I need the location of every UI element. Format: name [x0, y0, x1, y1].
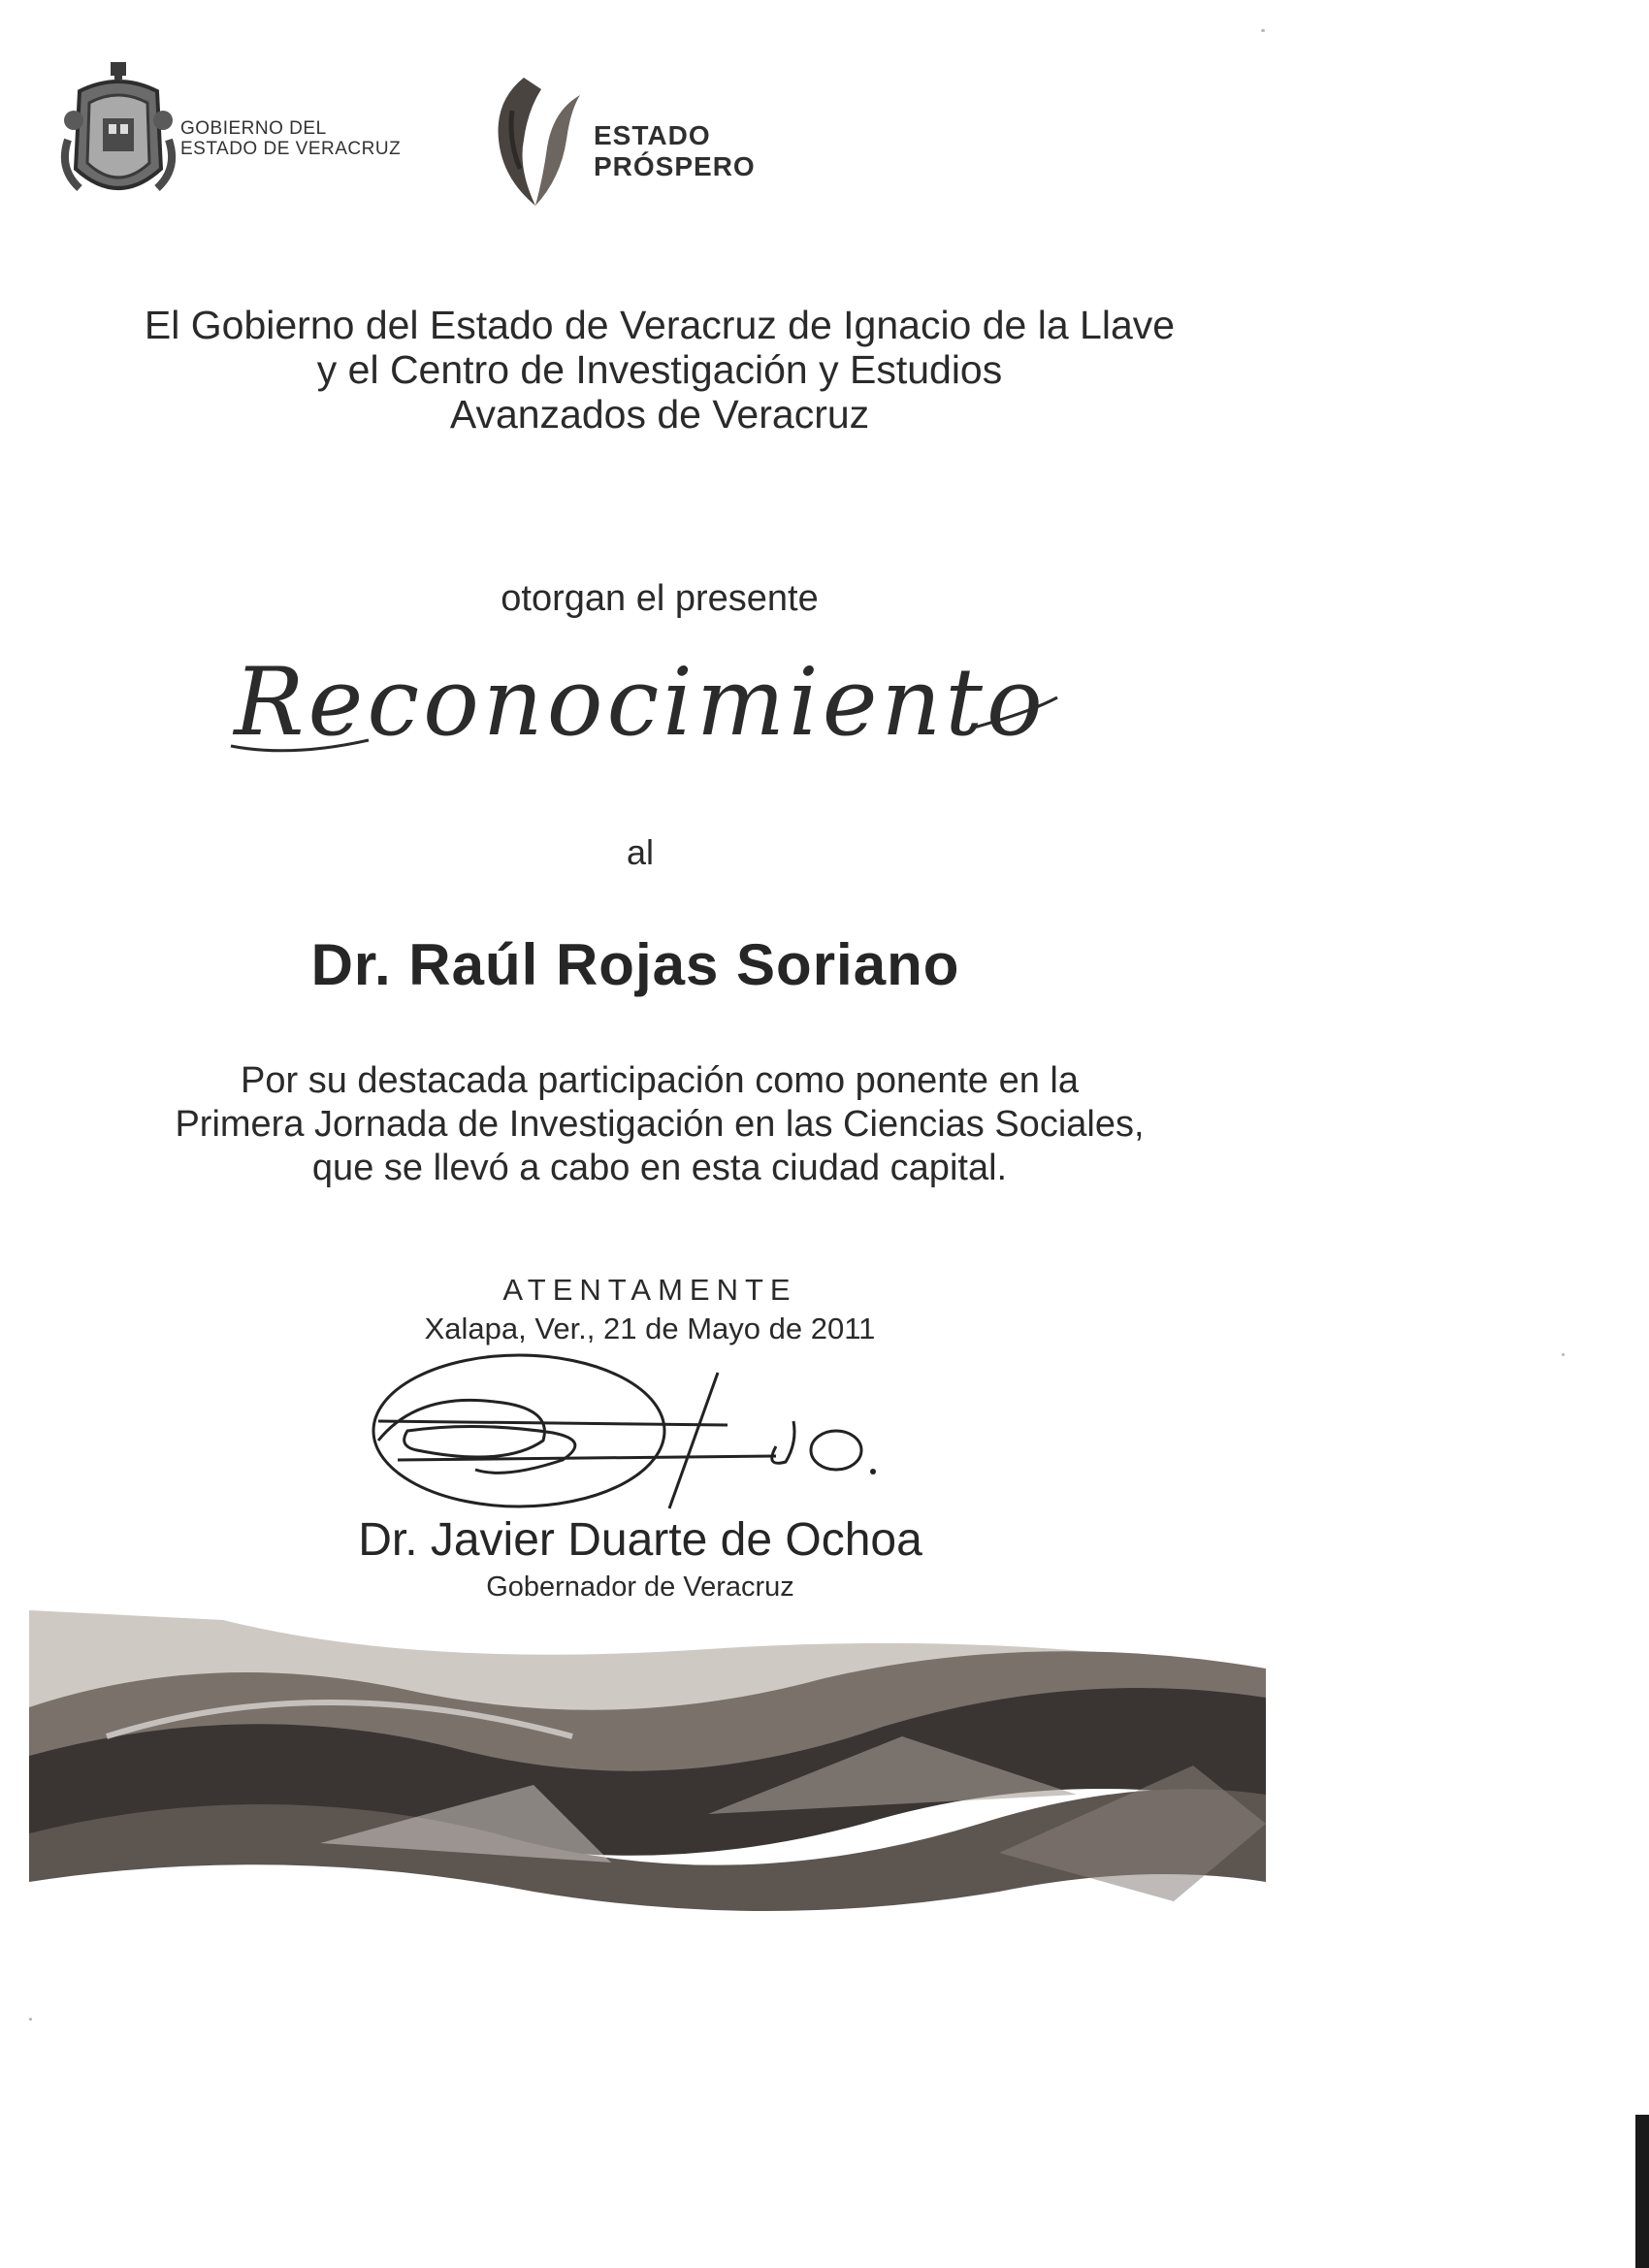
to-text: al — [626, 832, 655, 872]
scan-edge-mark — [1635, 2115, 1649, 2268]
place-date: Xalapa, Ver., 21 de Mayo de 2011 — [424, 1312, 876, 1345]
issuer-line2: y el Centro de Investigación y Estudios — [316, 347, 1003, 392]
brand-label — [594, 120, 756, 182]
decorative-wave-band — [29, 1610, 1266, 1945]
government-label-line2: ESTADO DE VERACRUZ — [180, 139, 402, 159]
grant-text: otorgan el presente — [501, 578, 819, 619]
award-reason — [0, 1059, 1319, 1190]
estado-prospero-logo-icon — [485, 72, 592, 217]
brand-label-line1: ESTADO — [594, 120, 711, 150]
government-label-line1: GOBIERNO DEL — [180, 118, 327, 139]
veracruz-coat-of-arms-icon — [60, 62, 177, 208]
signer-role: Gobernador de Veracruz — [486, 1571, 794, 1603]
issuer-statement — [0, 303, 1319, 437]
award-reason-line1: Por su destacada participación como ponente en la — [241, 1060, 1079, 1101]
award-reason-line3: que se llevó a cabo en esta ciudad capital. — [311, 1148, 1008, 1188]
certificate-title-text: Reconocimiento — [234, 648, 1047, 757]
scan-speck — [1562, 1353, 1565, 1356]
government-label — [180, 118, 401, 159]
award-reason-line2: Primera Jornada de Investigación en las Ciencias Sociales, — [175, 1104, 1145, 1145]
certificate-title — [213, 645, 1067, 781]
closing-text: ATENTAMENTE — [502, 1273, 797, 1307]
issuer-line1: El Gobierno del Estado de Veracruz de Ignacio de la Llave — [144, 303, 1176, 347]
scan-speck — [1261, 29, 1265, 32]
issuer-line3: Avanzados de Veracruz — [449, 392, 870, 437]
recipient-name: Dr. Raúl Rojas Soriano — [310, 932, 960, 997]
signature-icon — [359, 1353, 912, 1518]
brand-label-line2: PRÓSPERO — [594, 151, 756, 181]
scan-speck — [29, 2018, 32, 2021]
signer-name: Dr. Javier Duarte de Ochoa — [358, 1514, 922, 1566]
